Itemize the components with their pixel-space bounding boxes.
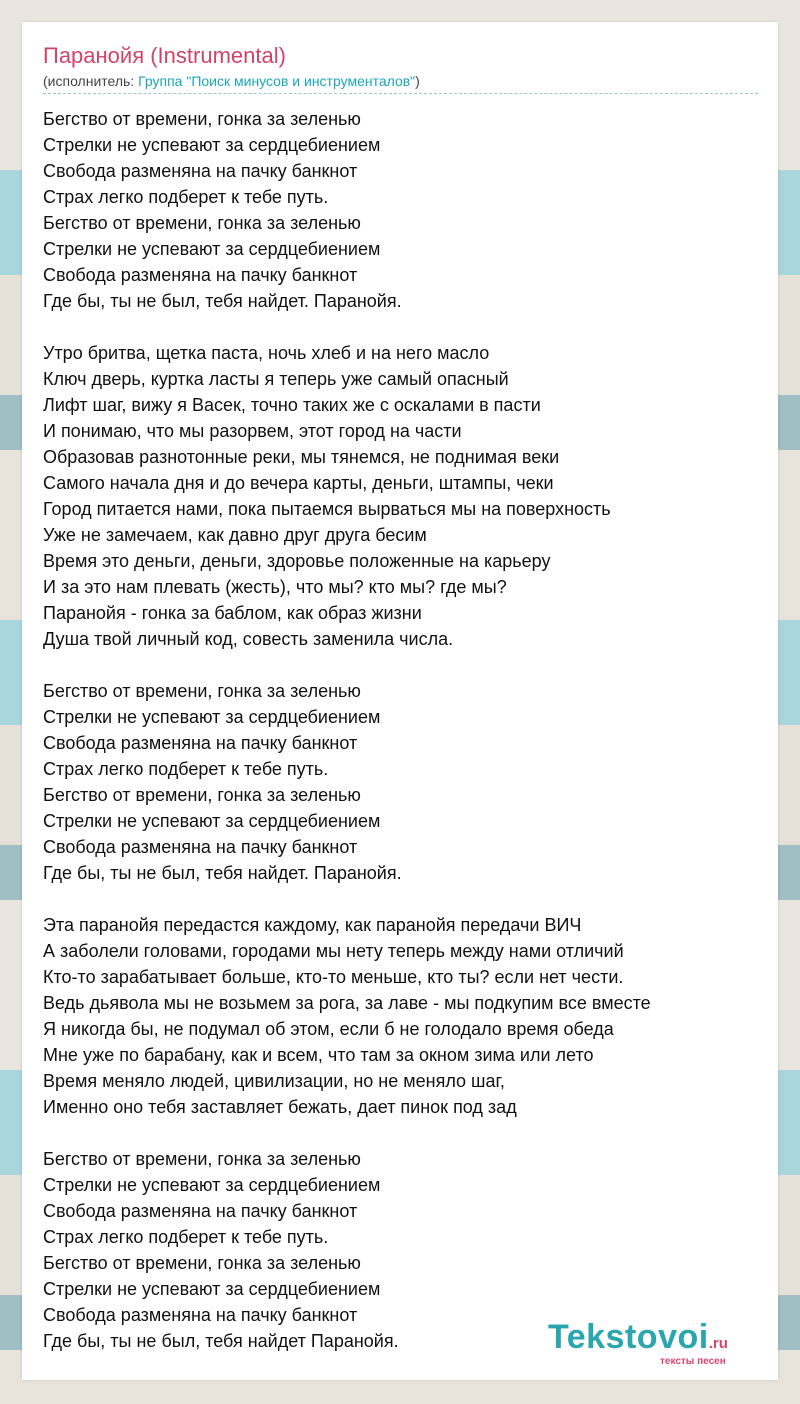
lyrics-line: Свобода разменяна на пачку банкнот: [43, 161, 358, 181]
lyrics-line: Бегство от времени, гонка за зеленью: [43, 681, 361, 701]
lyrics-line: Где бы, ты не был, тебя найдет. Паранойя.: [43, 863, 402, 883]
artist-line: [43, 73, 420, 89]
lyrics-line: Мне уже по барабану, как и всем, что там за окном зима или лето: [43, 1045, 594, 1065]
song-title: Паранойя (Instrumental): [43, 43, 286, 68]
lyrics-line: Стрелки не успевают за сердцебиением: [43, 135, 381, 155]
lyrics-line: Свобода разменяна на пачку банкнот: [43, 1305, 358, 1325]
lyrics-line: Где бы, ты не был, тебя найдет. Паранойя.: [43, 291, 402, 311]
lyrics-line: Лифт шаг, вижу я Васек, точно таких же с оскалами в пасти: [43, 395, 541, 415]
lyrics-line: Бегство от времени, гонка за зеленью: [43, 1149, 361, 1169]
artist-suffix: ): [415, 73, 420, 89]
lyrics-line: Где бы, ты не был, тебя найдет Паранойя.: [43, 1331, 399, 1351]
lyrics-line: Стрелки не успевают за сердцебиением: [43, 811, 381, 831]
lyrics-line: Образовав разнотонные реки, мы тянемся, не поднимая веки: [43, 447, 560, 467]
lyrics-line: Бегство от времени, гонка за зеленью: [43, 1253, 361, 1273]
logo-wordmark: Tekstovoi: [548, 1318, 709, 1356]
lyrics-line: Город питается нами, пока пытаемся вырваться мы на поверхность: [43, 499, 611, 519]
lyrics-line: Я никогда бы, не подумал об этом, если б не голодало время обеда: [43, 1019, 614, 1039]
lyrics-line: Бегство от времени, гонка за зеленью: [43, 785, 361, 805]
artist-prefix: (исполнитель:: [43, 73, 139, 89]
lyrics-line: И за это нам плевать (жесть), что мы? кто мы? где мы?: [43, 577, 507, 597]
lyrics-line: Ведь дьявола мы не возьмем за рога, за лаве - мы подкупим все вместе: [43, 993, 651, 1013]
lyrics-blank-line: [43, 652, 651, 678]
lyrics-line: Свобода разменяна на пачку банкнот: [43, 733, 358, 753]
lyrics-line: А заболели головами, городами мы нету теперь между нами отличий: [43, 941, 624, 961]
lyrics-line: Кто-то зарабатывает больше, кто-то меньше, кто ты? если нет чести.: [43, 967, 624, 987]
artist-link[interactable]: Группа "Поиск минусов и инструменталов": [138, 73, 416, 89]
lyrics-blank-line: [43, 886, 651, 912]
logo-tld: .ru: [708, 1335, 728, 1352]
lyrics-line: Ключ дверь, куртка ласты я теперь уже самый опасный: [43, 369, 509, 389]
lyrics-line: Свобода разменяна на пачку банкнот: [43, 1201, 358, 1221]
lyrics-line: Время меняло людей, цивилизации, но не меняло шаг,: [43, 1071, 505, 1091]
lyrics-line: Уже не замечаем, как давно друг друга бесим: [43, 525, 427, 545]
lyrics-card: [22, 22, 778, 1380]
lyrics-line: Страх легко подберет к тебе путь.: [43, 1227, 329, 1247]
lyrics-line: Стрелки не успевают за сердцебиением: [43, 239, 381, 259]
lyrics-blank-line: [43, 314, 651, 340]
site-logo[interactable]: [548, 1318, 728, 1367]
lyrics-line: И понимаю, что мы разорвем, этот город на части: [43, 421, 462, 441]
lyrics-line: Именно оно тебя заставляет бежать, дает пинок под зад: [43, 1097, 517, 1117]
title-divider: [43, 93, 758, 94]
lyrics-line: Утро бритва, щетка паста, ночь хлеб и на него масло: [43, 343, 490, 363]
lyrics-blank-line: [43, 1120, 651, 1146]
lyrics-line: Стрелки не успевают за сердцебиением: [43, 1279, 381, 1299]
lyrics-text: [43, 106, 651, 1354]
lyrics-line: Душа твой личный код, совесть заменила числа.: [43, 629, 454, 649]
logo-tagline: тексты песен: [660, 1356, 726, 1367]
lyrics-line: Свобода разменяна на пачку банкнот: [43, 837, 358, 857]
lyrics-line: Самого начала дня и до вечера карты, деньги, штампы, чеки: [43, 473, 554, 493]
lyrics-line: Паранойя - гонка за баблом, как образ жизни: [43, 603, 422, 623]
lyrics-line: Страх легко подберет к тебе путь.: [43, 187, 329, 207]
lyrics-line: Время это деньги, деньги, здоровье положенные на карьеру: [43, 551, 551, 571]
lyrics-line: Бегство от времени, гонка за зеленью: [43, 213, 361, 233]
lyrics-line: Стрелки не успевают за сердцебиением: [43, 707, 381, 727]
lyrics-line: Бегство от времени, гонка за зеленью: [43, 109, 361, 129]
lyrics-line: Эта паранойя передастся каждому, как паранойя передачи ВИЧ: [43, 915, 582, 935]
lyrics-line: Страх легко подберет к тебе путь.: [43, 759, 329, 779]
lyrics-line: Свобода разменяна на пачку банкнот: [43, 265, 358, 285]
lyrics-line: Стрелки не успевают за сердцебиением: [43, 1175, 381, 1195]
